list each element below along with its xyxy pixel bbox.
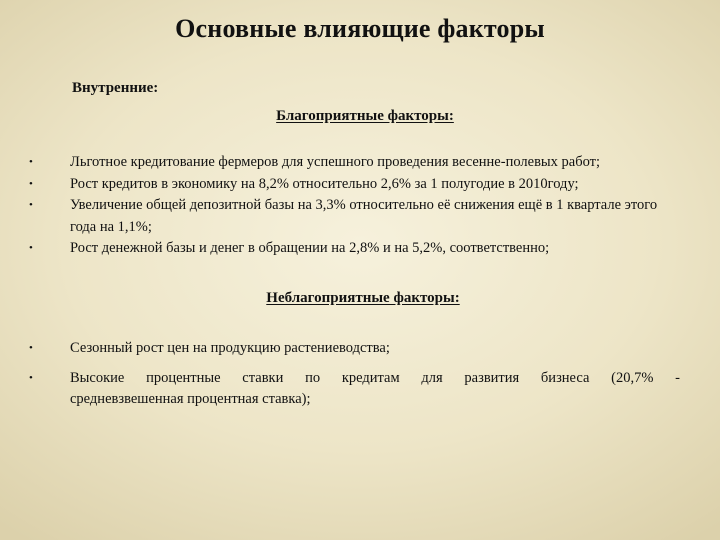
- favorable-item-text: Рост денежной базы и денег в обращении на 2,8% и на 5,2%, соответственно;: [70, 240, 550, 256]
- list-item: [0, 195, 720, 238]
- bullet-icon: •: [29, 342, 33, 354]
- unfavorable-item-text: Сезонный рост цен на продукцию растениеводства;: [70, 340, 390, 356]
- list-item: [0, 368, 720, 411]
- bullet-icon: •: [29, 199, 33, 211]
- bullet-icon: •: [29, 156, 33, 168]
- list-item: [0, 238, 720, 260]
- favorable-item-text: Рост кредитов в экономику на 8,2% относительно 2,6% за 1 полугодие в 2010году;: [70, 175, 579, 192]
- favorable-item-text: Увеличение общей депозитной базы на 3,3% относительно её снижения ещё в 1 квартале этого года на 1,1%;: [70, 197, 658, 235]
- list-item: [0, 152, 720, 174]
- list-item: [0, 174, 720, 196]
- unfavorable-heading: Неблагоприятные факторы:: [266, 290, 460, 306]
- bullet-icon: •: [29, 371, 33, 384]
- slide-title: Основные влияющие факторы: [175, 14, 545, 43]
- list-item: [0, 338, 720, 360]
- bullet-icon: •: [29, 177, 33, 190]
- unfavorable-list: [0, 338, 720, 411]
- bullet-icon: •: [29, 242, 33, 254]
- favorable-list: [0, 152, 720, 260]
- unfavorable-item-text-line2: средневзвешенная процентная ставка);: [70, 391, 311, 407]
- favorable-item-text: Льготное кредитование фермеров для успешного проведения весенне-полевых работ;: [70, 154, 601, 170]
- internal-subtitle: Внутренние:: [72, 80, 159, 96]
- unfavorable-item-text-line1: Высокие процентные ставки по кредитам для развития бизнеса (20,7% -: [70, 369, 680, 386]
- favorable-heading: Благоприятные факторы:: [276, 108, 454, 124]
